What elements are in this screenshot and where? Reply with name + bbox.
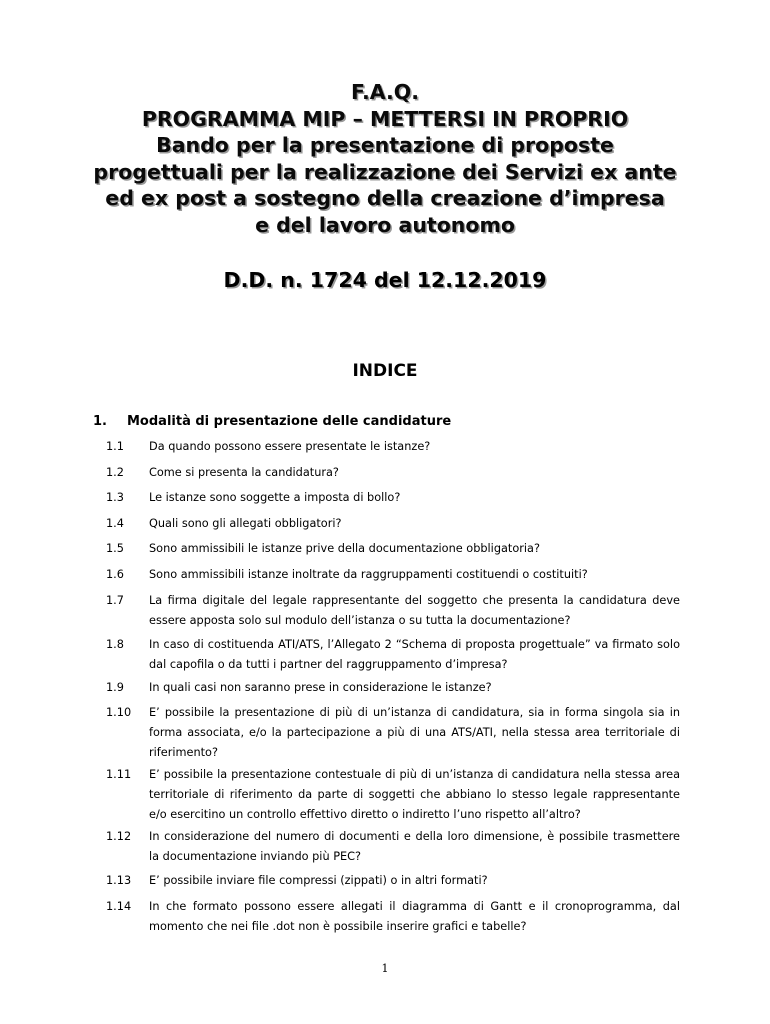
entry-number: 1.14: [106, 900, 132, 913]
entry-text: E’ possibile la presentazione contestuale di più di un’istanza di candidatura nella stessa area territoriale di riferimento da parte di soggetti che abbiano lo stesso legale rappresentante e/o esercitino un controllo effettivo diretto o indiretto l’uno rispetto all’altro?: [149, 768, 680, 821]
title-line: PROGRAMMA MIP – METTERSI IN PROPRIO: [141, 106, 629, 131]
entry-text: Sono ammissibili le istanze prive della documentazione obbligatoria?: [149, 542, 540, 555]
entry-text: Quali sono gli allegati obbligatori?: [149, 517, 342, 530]
entry-number: 1.2: [106, 466, 124, 479]
entry-number: 1.13: [106, 874, 132, 887]
entry-text: Le istanze sono soggette a imposta di bollo?: [149, 491, 401, 504]
section-number: 1.: [93, 414, 107, 429]
entry-text: In caso di costituenda ATI/ATS, l’Allegato 2 “Schema di proposta progettuale” va firmato solo dal capofila o da tutti i partner del raggruppamento d’impresa?: [149, 638, 680, 671]
entry-text: Sono ammissibili istanze inoltrate da raggruppamenti costituendi o costituiti?: [149, 568, 588, 581]
entry-text: La firma digitale del legale rappresentante del soggetto che presenta la candidatura deve essere apposta solo sul modulo dell’istanza o su tutta la documentazione?: [149, 594, 680, 627]
decree-reference: D.D. n. 1724 del 12.12.2019: [223, 268, 547, 292]
entry-text: Da quando possono essere presentate le istanze?: [149, 440, 431, 453]
entry-number: 1.8: [106, 638, 124, 651]
entry-text: In considerazione del numero di documenti e della loro dimensione, è possibile trasmettere la documentazione inviando più PEC?: [149, 830, 680, 863]
entry-number: 1.5: [106, 542, 124, 555]
entry-text: E’ possibile la presentazione di più di un’istanza di candidatura, sia in forma singola sia in forma associata, e/o la partecipazione a più di una ATS/ATI, nella stessa area territoriale di riferimento?: [149, 706, 680, 759]
entry-text: In quali casi non saranno prese in considerazione le istanze?: [149, 681, 492, 694]
title-line: progettuali per la realizzazione dei Servizi ex ante: [93, 159, 677, 184]
entry-number: 1.11: [106, 768, 132, 781]
entry-text: Come si presenta la candidatura?: [149, 466, 339, 479]
entry-number: 1.6: [106, 568, 124, 581]
entry-number: 1.10: [106, 706, 132, 719]
entry-text: E’ possibile inviare file compressi (zippati) o in altri formati?: [149, 874, 488, 887]
title-line: F.A.Q.: [350, 80, 420, 104]
title-line: e del lavoro autonomo: [255, 212, 515, 237]
page-number: 1: [381, 962, 389, 975]
document-title: [60, 79, 710, 238]
title-line: ed ex post a sostegno della creazione d’impresa: [105, 186, 665, 210]
entry-number: 1.9: [106, 681, 124, 694]
entry-text: In che formato possono essere allegati il diagramma di Gantt e il cronoprogramma, dal momento che nei file .dot non è possibile inserire grafici e tabelle?: [149, 900, 680, 933]
entry-number: 1.3: [106, 491, 124, 504]
index-heading: INDICE: [352, 361, 418, 381]
entry-number: 1.4: [106, 517, 124, 530]
entry-number: 1.1: [106, 440, 124, 453]
section-title: Modalità di presentazione delle candidature: [127, 414, 452, 429]
entry-number: 1.12: [106, 830, 132, 843]
entry-number: 1.7: [106, 594, 124, 607]
title-line: Bando per la presentazione di proposte: [156, 133, 614, 157]
